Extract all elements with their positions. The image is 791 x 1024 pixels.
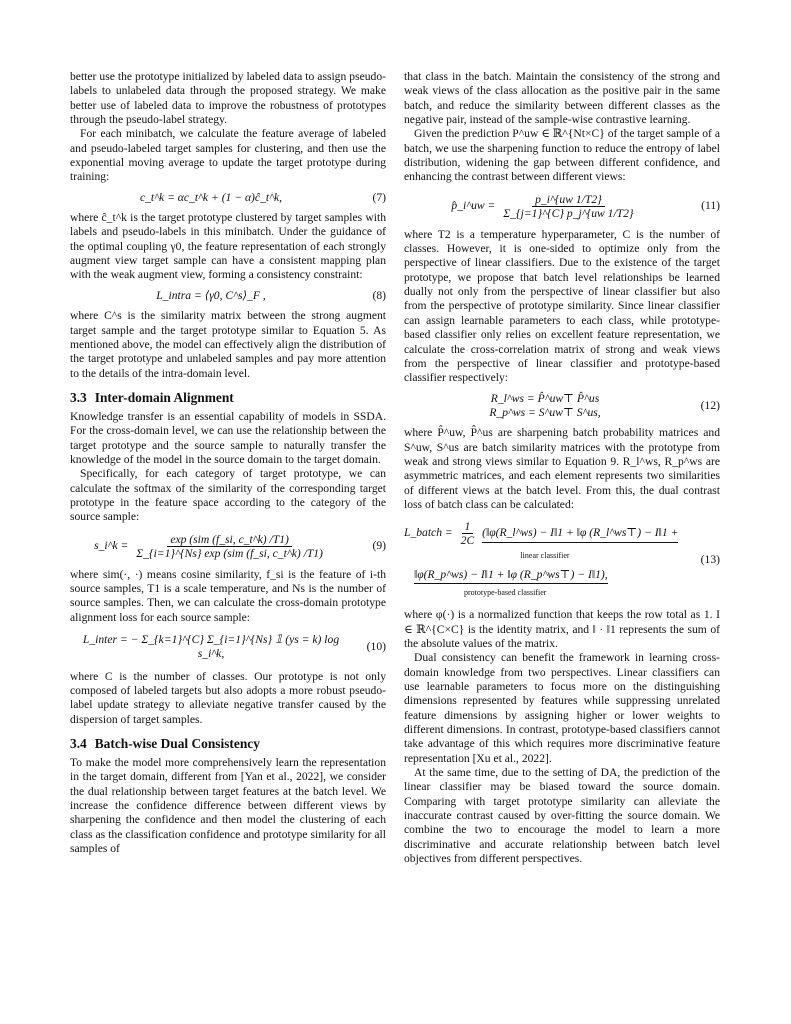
paragraph: Specifically, for each category of target prototype, we can calculate the softmax of the similarity of the corresponding target prototype in the feature space according to the category of the source sample: bbox=[70, 467, 386, 524]
fraction-numerator: p_i^{uw 1/T2} bbox=[532, 193, 605, 207]
equation-12 bbox=[404, 392, 720, 421]
paragraph: where sim(·, ·) means cosine similarity, f_si is the feature of i-th source samples, T1 is a scale temperature, and Ns is the number of source samples. Then, we can calculate the cross-domain prototype alignment loss for each source sample: bbox=[70, 567, 386, 624]
paragraph: where P̂^uw, P̂^us are sharpening batch probability matrices and S^uw, S^us are batch similarity matrices with the prototype from weak and strong views similar to Equation 9. R_l^ws, R_p^ws are asymmetric matrices, and each element represents two similarities of different views at the batch level. From this, the dual contrast loss of batch class can be calculated: bbox=[404, 426, 720, 511]
paragraph: Dual consistency can benefit the framework in learning cross-domain knowledge from two perspectives. Linear classifiers can use learnable parameters to focus more on the distinguishing dimensions represented by features while suppressing unrelated feature dimensions by assigning higher or lower weights to different dimensions. In contrast, prototype-based classifiers cannot take advantage of this which requires more discriminative feature representation [Xu et al., 2022]. bbox=[404, 651, 720, 765]
paragraph: For each minibatch, we calculate the feature average of labeled and pseudo-labeled target samples for clustering, and then use the exponential moving average to update the target prototype during training: bbox=[70, 127, 386, 184]
equation-lhs: s_i^k = bbox=[94, 538, 129, 552]
equation-7 bbox=[70, 191, 386, 205]
equation-number: (8) bbox=[372, 288, 386, 302]
equation-number: (12) bbox=[700, 398, 720, 412]
equation-body: L_intra = ⟨γ0, C^s⟩_F , bbox=[156, 288, 266, 302]
section-number: 3.3 bbox=[70, 389, 87, 405]
equation-body: L_inter = − Σ_{k=1}^{C} Σ_{i=1}^{Ns} 𝟙 (ys = k) log s_i^k, bbox=[82, 633, 340, 661]
fraction-numerator: exp (sim (f_si, c_t^k) /T1) bbox=[167, 533, 292, 547]
fraction bbox=[500, 193, 636, 220]
section-heading bbox=[70, 736, 386, 752]
equation-number: (9) bbox=[372, 538, 386, 552]
equation-11 bbox=[404, 193, 720, 220]
equation-number: (11) bbox=[701, 199, 720, 213]
left-column bbox=[70, 70, 386, 856]
section-number: 3.4 bbox=[70, 736, 87, 752]
paragraph: To make the model more comprehensively learn the representation in the target domain, different from [Yan et al., 2022], we consider the dual relationship between target features at the batch level. We increase the confidence difference between different views by sharpening the confidence and then model the clustering of each class as the classification confidence and prototype similarity for all samples of bbox=[70, 756, 386, 856]
equation-body bbox=[404, 193, 686, 220]
fraction bbox=[133, 533, 326, 560]
equation-body: c_t^k = αc_t^k + (1 − α)ĉ_t^k, bbox=[139, 190, 283, 204]
equation-number: (7) bbox=[372, 190, 386, 204]
fraction-numerator: 1 bbox=[462, 520, 474, 534]
paragraph: where T2 is a temperature hyperparameter, C is the number of classes. However, it is one-sided to optimize only from the perspective of linear classifiers. Due to the existence of the target prototype, we propose that batch level relationships be learned dually not only from the perspective of linear classifier but also from the perspective of prototype similarity. Since linear classifier can assign learnable parameters to each class, while prototype-based classifier only relies on excellent feature representation, we calculate the cross-correlation matrix of strong and weak views from the perspective of linear classifier and prototype-based classifier respectively: bbox=[404, 227, 720, 385]
equation-stack bbox=[489, 392, 600, 421]
section-title: Inter-domain Alignment bbox=[94, 389, 234, 405]
fraction-denominator: Σ_{j=1}^{C} p_j^{uw 1/T2} bbox=[503, 206, 634, 220]
paragraph: At the same time, due to the setting of DA, the prediction of the linear classifier may be biased toward the source domain. Comparing with target prototype similarity can alleviate the inaccurate contrast caused by over-fitting the source domain. We combine the two to encourage the model to learn a more discriminative and accurate relationship between batch level objectives from different perspectives. bbox=[404, 766, 720, 866]
paragraph: Given the prediction P^uw ∈ ℝ^{Nt×C} of the target sample of a batch, we use the sharpening function to reduce the entropy of label distribution, widening the gap between different confidence, and enhancing the contrast between different views: bbox=[404, 127, 720, 184]
equation-number: (13) bbox=[700, 553, 720, 567]
right-column bbox=[404, 70, 720, 867]
equation-lhs: L_batch = bbox=[404, 526, 453, 540]
paragraph: where C is the number of classes. Our prototype is not only composed of labeled targets but also adopts a more robust pseudo-label update strategy to alleviate negative transfer caused by the dispersion of target samples. bbox=[70, 669, 386, 726]
equation-line: ‖φ(R_p^ws) − I‖1 + ‖φ (R_p^ws⊤) − I‖1), bbox=[414, 567, 608, 581]
paragraph: that class in the batch. Maintain the consistency of the strong and weak views of the class allocation as the positive pair in the same batch, and reduce the similarity between different classes as the negative pair, instead of the sample-wise contrastive learning. bbox=[404, 70, 720, 127]
fraction-denominator: Σ_{i=1}^{Ns} exp (sim (f_si, c_t^k) /T1) bbox=[136, 546, 323, 560]
underbrace-label: linear classifier bbox=[520, 551, 570, 561]
equation-8 bbox=[70, 289, 386, 303]
paragraph: Knowledge transfer is an essential capability of models in SSDA. For the cross-domain level, we can use the relationship between the target prototype and the source sample to naturally transfer the knowledge of the model in the source domain to the target domain. bbox=[70, 409, 386, 466]
underbrace-linear bbox=[482, 526, 678, 542]
underbrace-label: prototype-based classifier bbox=[464, 587, 547, 597]
equation-lhs: p̂_i^uw = bbox=[451, 198, 496, 212]
equation-body bbox=[404, 520, 686, 600]
equation-number: (10) bbox=[366, 640, 386, 654]
equation-line: R_l^ws = P̂^uw⊤ P̂^us bbox=[490, 391, 600, 405]
paragraph: where C^s is the similarity matrix between the strong augment target sample and the target prototype similar to Equation 5. As mentioned above, the model can effectively align the distribution of the target prototype and unlabeled samples and pay more attention to the details of the intra-domain level. bbox=[70, 309, 386, 380]
equation-line: R_p^ws = S^uw⊤ S^us, bbox=[489, 405, 601, 419]
paragraph: where ĉ_t^k is the target prototype clustered by target samples with labels and pseudo-labels in this minibatch. Under the guidance of the optimal coupling γ0, the feature representation of each strongly augment view target sample can have a consistent mapping plan with the weak augment view, forming a consistency constraint: bbox=[70, 211, 386, 282]
fraction bbox=[458, 520, 478, 547]
fraction-denominator: 2C bbox=[460, 534, 475, 548]
section-heading bbox=[70, 390, 386, 406]
equation-10 bbox=[70, 633, 386, 662]
equation-9 bbox=[70, 533, 386, 560]
paragraph: better use the prototype initialized by labeled data to assign pseudo-labels to unlabeled data through the proposed strategy. We make better use of labeled data to improve the robustness of prototypes through the pseudo-label strategy. bbox=[70, 70, 386, 127]
equation-body bbox=[70, 533, 352, 560]
equation-line: (‖φ(R_l^ws) − I‖1 + ‖φ (R_l^ws⊤) − I‖1 + bbox=[482, 526, 679, 540]
section-title: Batch-wise Dual Consistency bbox=[94, 736, 260, 752]
underbrace-prototype bbox=[414, 568, 608, 584]
equation-body bbox=[404, 392, 686, 421]
equation-13 bbox=[404, 520, 720, 600]
paragraph: where φ(·) is a normalized function that keeps the row total as 1. I ∈ ℝ^{C×C} is the identity matrix, and ‖ · ‖1 represents the sum of the absolute values of the matrix. bbox=[404, 608, 720, 650]
